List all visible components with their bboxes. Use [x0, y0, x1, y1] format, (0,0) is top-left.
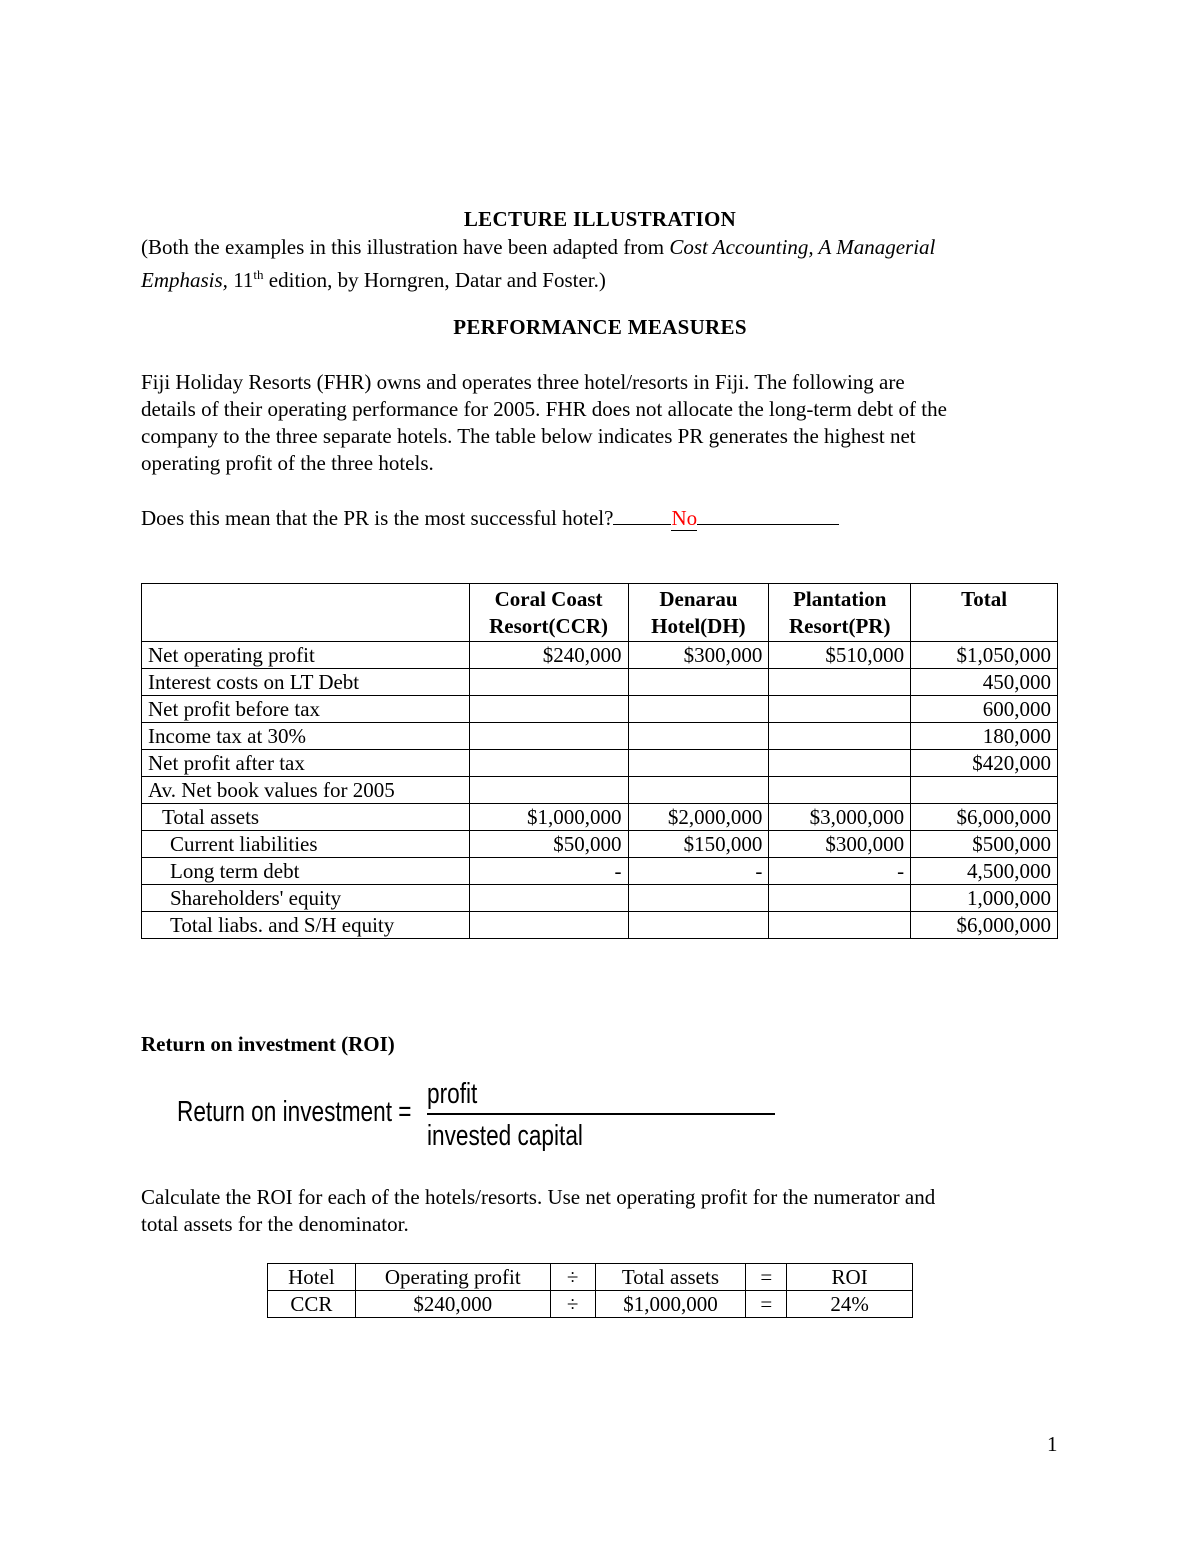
description-paragraph [141, 369, 1061, 477]
header-pr: Plantation Resort(PR) [769, 584, 911, 642]
roi-data-row: CCR $240,000 ÷ $1,000,000 = 24% [268, 1291, 913, 1318]
header-dh: Denarau Hotel(DH) [628, 584, 769, 642]
table-row: Shareholders' equity 1,000,000 [142, 885, 1058, 912]
table-row: Net profit before tax 600,000 [142, 696, 1058, 723]
intro-text: (Both the examples in this illustration have been adapted from [141, 235, 670, 259]
intro-text-end: edition, by Horngren, Datar and Foster.) [263, 268, 606, 292]
paragraph-line: details of their operating performance for 2005. FHR does not allocate the long-term debt of the [141, 397, 947, 421]
intro-citation [141, 234, 1061, 294]
table-row: Net profit after tax $420,000 [142, 750, 1058, 777]
table-row: Interest costs on LT Debt 450,000 [142, 669, 1058, 696]
table-row: Net operating profit $240,000 $300,000 $510,000 $1,050,000 [142, 642, 1058, 669]
divide-symbol: ÷ [550, 1291, 595, 1318]
document-heading: LECTURE ILLUSTRATION [463, 207, 737, 231]
table-row: Total assets $1,000,000 $2,000,000 $3,000,000 $6,000,000 [142, 804, 1058, 831]
paragraph-line: company to the three separate hotels. The table below indicates PR generates the highest net [141, 424, 916, 448]
formula-lhs: Return on investment = [177, 1096, 412, 1128]
instruction-line: total assets for the denominator. [141, 1212, 409, 1236]
paragraph-line: operating profit of the three hotels. [141, 451, 434, 475]
table-row: Total liabs. and S/H equity $6,000,000 [142, 912, 1058, 939]
table-row: Long term debt - - - 4,500,000 [142, 858, 1058, 885]
instruction-line: Calculate the ROI for each of the hotels/resorts. Use net operating profit for the numerator and [141, 1185, 936, 1209]
table-header-row [142, 584, 1058, 642]
formula-denominator: invested capital [427, 1120, 583, 1152]
answer-blank-left [613, 504, 671, 525]
equals-symbol: = [746, 1291, 787, 1318]
answer-text: No [671, 506, 698, 530]
table-row: Income tax at 30% 180,000 [142, 723, 1058, 750]
header-ccr: Coral Coast Resort(CCR) [469, 584, 628, 642]
roi-formula [177, 1080, 637, 1160]
edition-number: 11 [227, 268, 254, 292]
question-line [141, 504, 1061, 532]
header-cell-empty [142, 584, 470, 642]
divide-symbol: ÷ [550, 1264, 595, 1291]
header-total: Total [911, 584, 1058, 642]
table-row: Current liabilities $50,000 $150,000 $300,000 $500,000 [142, 831, 1058, 858]
instruction-paragraph [141, 1184, 1061, 1238]
roi-heading: Return on investment (ROI) [141, 1032, 395, 1056]
equals-symbol: = [746, 1264, 787, 1291]
question-text: Does this mean that the PR is the most successful hotel? [141, 506, 614, 530]
fraction-bar [427, 1113, 775, 1115]
section-title: PERFORMANCE MEASURES [453, 315, 747, 339]
page-number: 1 [1047, 1432, 1058, 1456]
formula-numerator: profit [427, 1078, 478, 1110]
performance-table [141, 583, 1058, 939]
paragraph-line: Fiji Holiday Resorts (FHR) owns and operates three hotel/resorts in Fiji. The following are [141, 370, 905, 394]
book-title-cont: Emphasis, [141, 268, 228, 292]
edition-suffix: th [253, 267, 264, 282]
table-row: Av. Net book values for 2005 [142, 777, 1058, 804]
answer-blank-right [697, 504, 839, 525]
roi-header-row: Hotel Operating profit ÷ Total assets = ROI [268, 1264, 913, 1291]
roi-table [267, 1263, 913, 1318]
book-title: Cost Accounting, A Managerial [669, 235, 936, 259]
